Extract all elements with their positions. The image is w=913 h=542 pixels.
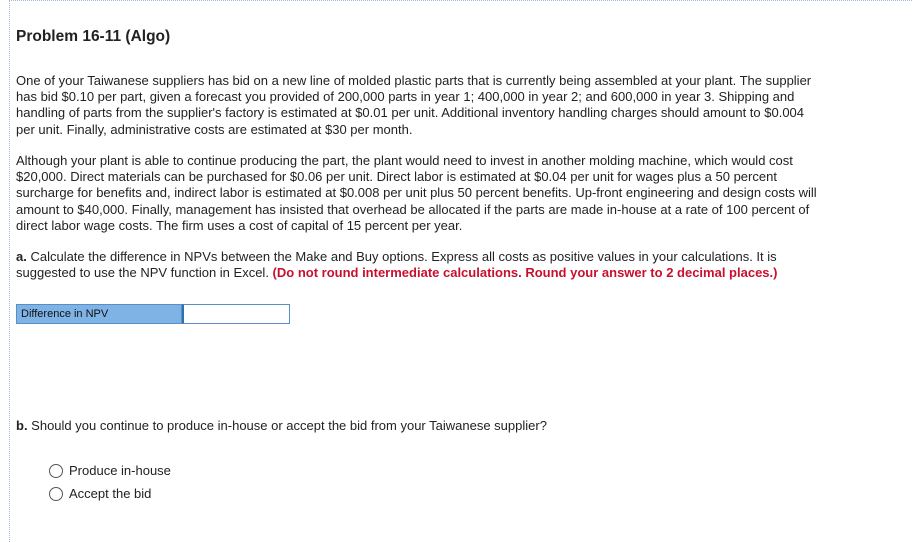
difference-in-npv-input[interactable] <box>182 304 290 324</box>
problem-title: Problem 16-11 (Algo) <box>16 28 171 45</box>
question-a-label: a. <box>16 249 27 264</box>
problem-paragraph-1: One of your Taiwanese suppliers has bid on a new line of molded plastic parts that is currently being assembled at your plant. The supplier has bid $0.10 per part, given a forecast you provided of 200,000 parts in year 1; 400,000 in year 2; and 600,000 in year 3. Shipping and handling of parts from the supplier's factory is estimated at $0.01 per unit. Additional inventory handling charges should amount to $0.004 per unit. Finally, administrative costs are estimated at $30 per month. <box>16 73 812 137</box>
option-label: Accept the bid <box>69 486 152 501</box>
option-label: Produce in-house <box>69 463 171 478</box>
option-produce-in-house[interactable] <box>49 463 171 478</box>
radio-button[interactable] <box>49 487 63 501</box>
question-a-text: Calculate the difference in NPVs between the Make and Buy options. Express all costs as positive values in your calculations. It is suggested to use the NPV function in Excel. <box>16 249 777 281</box>
question-a-warning: (Do not round intermediate calculations. Round your answer to 2 decimal places.) <box>272 265 778 281</box>
answer-row <box>16 304 290 324</box>
question-a <box>16 249 826 281</box>
question-b-text: Should you continue to produce in-house or accept the bid from your Taiwanese supplier? <box>27 418 547 433</box>
problem-paragraph-2: Although your plant is able to continue producing the part, the plant would need to invest in another molding machine, which would cost $20,000. Direct materials can be purchased for $0.06 per unit. Direct labor is estimated at $0.04 per unit for wages plus a 50 percent surcharge for benefits and, indirect labor is estimated at $0.008 per unit plus 50 percent benefits. Up-front engineering and design costs will amount to $40,000. Finally, management has insisted that overhead be allocated if the parts are made in-house at a rate of 100 percent of direct labor wage costs. The firm uses a cost of capital of 15 percent per year. <box>16 153 817 233</box>
answer-label: Difference in NPV <box>16 304 182 324</box>
radio-button[interactable] <box>49 464 63 478</box>
option-accept-the-bid[interactable] <box>49 486 151 501</box>
question-b <box>16 418 547 433</box>
question-b-label: b. <box>16 418 28 433</box>
